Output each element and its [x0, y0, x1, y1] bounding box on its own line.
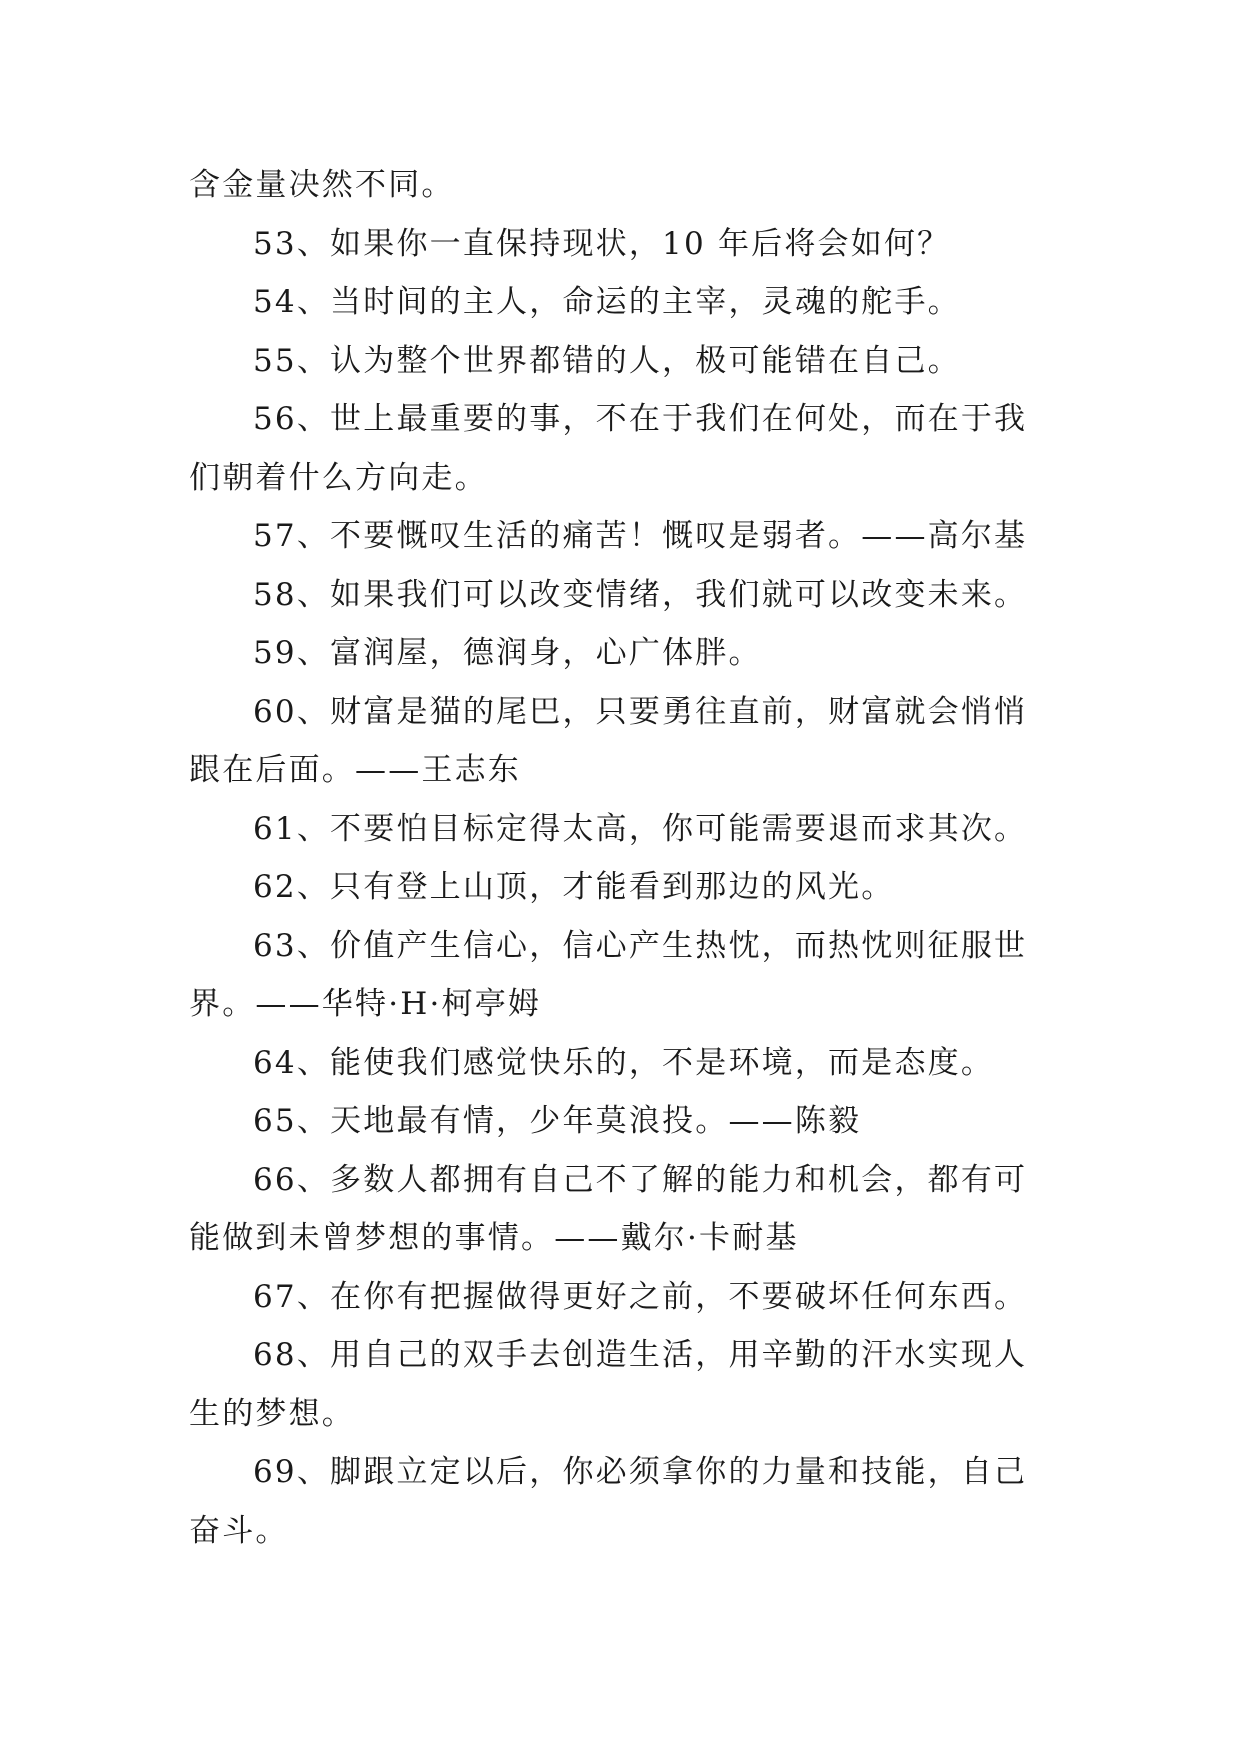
paragraph-55: 55、认为整个世界都错的人，极可能错在自己。 — [253, 342, 961, 379]
paragraph-54: 54、当时间的主人，命运的主宰，灵魂的舵手。 — [253, 284, 961, 320]
paragraph-68: 68、用自己的双手去创造生活，用辛勤的汗水实现人生的梦想。 — [189, 1337, 1028, 1432]
paragraph-58: 58、如果我们可以改变情绪，我们就可以改变未来。 — [253, 576, 1028, 613]
paragraph-53: 53、如果你一直保持现状，10 年后将会如何？ — [253, 225, 951, 262]
paragraph-59: 59、富润屋，德润身，心广体胖。 — [253, 635, 762, 671]
paragraph-continuation: 含金量决然不同。 — [189, 167, 455, 203]
paragraph-56: 56、世上最重要的事，不在于我们在何处，而在于我们朝着什么方向走。 — [189, 401, 1028, 496]
paragraph-63: 63、价值产生信心，信心产生热忱，而热忱则征服世界。——华特·H·柯亭姆 — [189, 927, 1028, 1022]
paragraph-57: 57、不要慨叹生活的痛苦！慨叹是弱者。——高尔基 — [253, 518, 1028, 554]
paragraph-65: 65、天地最有情，少年莫浪投。——陈毅 — [253, 1103, 862, 1139]
paragraph-62: 62、只有登上山顶，才能看到那边的风光。 — [253, 869, 895, 905]
paragraph-64: 64、能使我们感觉快乐的，不是环境，而是态度。 — [253, 1044, 995, 1081]
paragraph-69: 69、脚跟立定以后，你必须拿你的力量和技能，自己奋斗。 — [189, 1454, 1028, 1549]
paragraph-66: 66、多数人都拥有自己不了解的能力和机会，都有可能做到未曾梦想的事情。——戴尔·卡耐基 — [189, 1161, 1028, 1256]
paragraph-61: 61、不要怕目标定得太高，你可能需要退而求其次。 — [253, 810, 1028, 847]
document-body — [189, 156, 1059, 1560]
paragraph-60: 60、财富是猫的尾巴，只要勇往直前，财富就会悄悄跟在后面。——王志东 — [189, 693, 1028, 788]
paragraph-67: 67、在你有把握做得更好之前，不要破坏任何东西。 — [253, 1278, 1028, 1315]
